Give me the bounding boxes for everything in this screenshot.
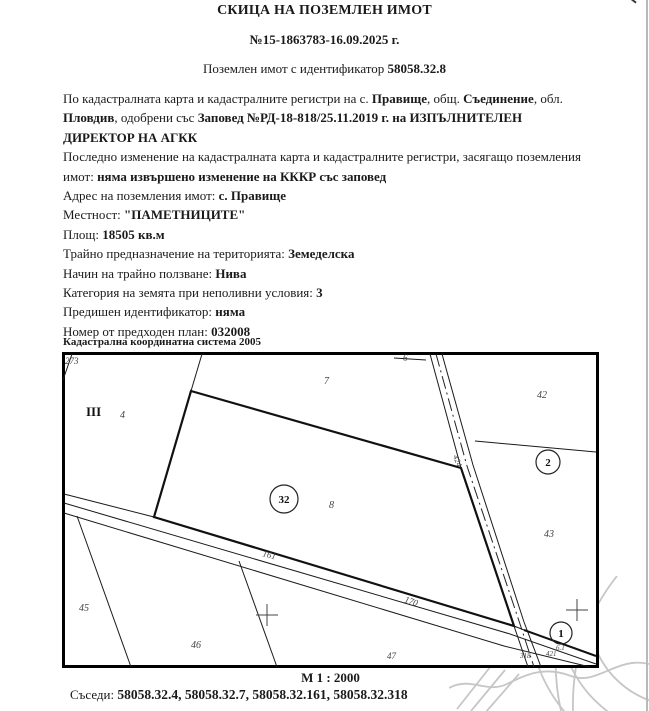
detail-line: Номер от предходен план: 032008 [63, 323, 251, 339]
parcel-label-161: 161 [261, 548, 278, 562]
neighbors-values: 58058.32.4, 58058.32.7, 58058.32.161, 58058.32.318 [117, 687, 408, 702]
parcel-label-6: 6 [403, 353, 408, 363]
scan-edge-artifact [646, 0, 648, 711]
svg-text:2: 2 [545, 457, 551, 469]
detail-line: По кадастралната карта и кадастралните регистри на с. Правище, общ. Съединение, обл. Пловдив, одобрени със Заповед №РД-18-818/25.11.2019 г. на ИЗПЪЛНИТЕЛЕН ДИРЕКТОР НА АГКК [63, 91, 563, 145]
map-scale: М 1 : 2000 [301, 670, 360, 685]
parcel-label-4: 4 [120, 410, 125, 421]
parcel-label-III: III [86, 404, 102, 419]
parcel-label-6.1: 6.1 [556, 644, 565, 652]
detail-line: Предишен идентификатор: няма [63, 304, 246, 320]
detail-line: Адрес на поземления имот: с. Правище [63, 188, 287, 204]
document-title: СКИЦА НА ПОЗЕМЛЕН ИМОТ [217, 3, 432, 18]
coordinate-system-label: Кадастрална координатна система 2005 [63, 336, 261, 348]
identifier-prefix: Поземлен имот с идентификатор [202, 61, 388, 76]
detail-line: Последно изменение на кадастралната карта и кадастралните регистри, засягащо поземления имот: няма извършено изменение на КККР със заповед [63, 149, 581, 184]
neighbors-label: Съседи: [70, 687, 118, 702]
cadastral-map [62, 352, 599, 668]
parcel-label-424: 424 [451, 453, 464, 468]
parcel-label-47: 47 [387, 651, 396, 661]
cadastral-map-drawing [62, 352, 599, 668]
neighbors-line [70, 687, 408, 703]
parcel-label-8: 8 [329, 500, 334, 511]
parcel-label-45: 45 [79, 603, 89, 614]
detail-line: Трайно предназначение на територията: Земеделска [63, 246, 355, 262]
detail-line: Местност: "ПАМЕТНИЦИТЕ" [63, 207, 246, 223]
parcel-label-421: 421 [546, 650, 557, 658]
parcel-label-273: 273 [65, 356, 79, 366]
parcel-label-318: 318 [520, 652, 531, 660]
parcel-label-170: 170 [403, 594, 420, 609]
detail-line: Площ: 18505 кв.м [63, 226, 165, 242]
detail-line: Категория на земята при неполивни условия: 3 [63, 285, 323, 301]
parcel-label-46: 46 [191, 640, 201, 651]
svg-text:1: 1 [558, 628, 564, 640]
svg-text:32: 32 [278, 494, 290, 506]
parcel-label-7: 7 [324, 376, 329, 387]
detail-line: Начин на трайно ползване: Нива [63, 265, 247, 281]
parcel-label-43: 43 [544, 529, 554, 540]
property-details [63, 89, 591, 341]
property-identifier-line [0, 61, 649, 77]
parcel-label-42: 42 [537, 390, 547, 401]
property-identifier: 58058.32.8 [387, 61, 447, 76]
document-number: №15-1863783-16.09.2025 г. [249, 32, 400, 47]
